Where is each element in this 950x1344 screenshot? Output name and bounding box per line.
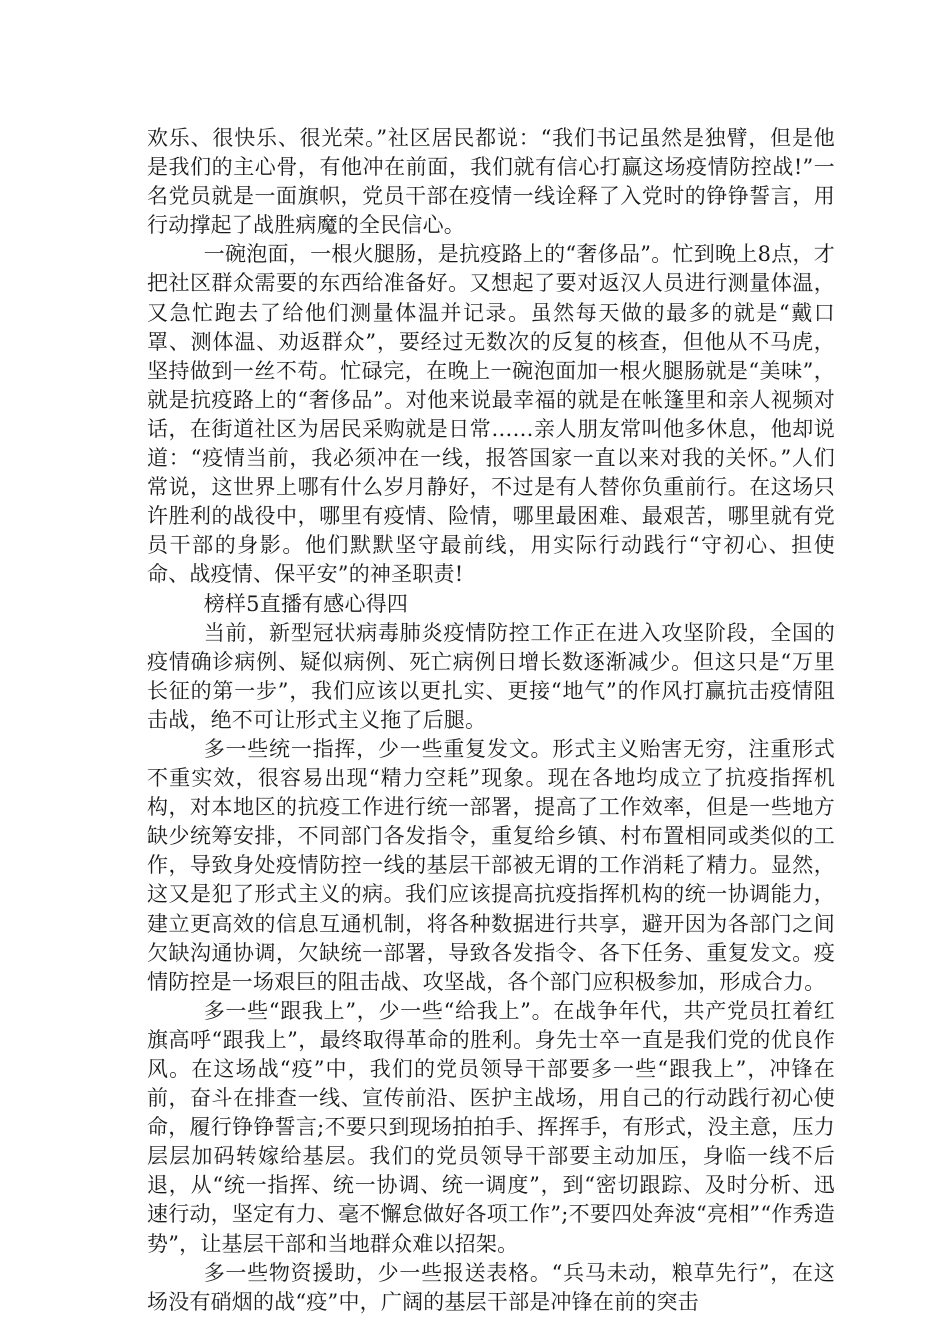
paragraph-5: 多一些“跟我上”，少一些“给我上”。在战争年代，共产党员扛着红旗高呼“跟我上”，最终取得革命的胜利。身先士卒一直是我们党的优良作风。在这场战“疫”中，我们的党员领导干部要多一些“跟我上”，冲锋在前，奋斗在排查一线、宣传前沿、医护主战场，用自己的行动践行初心使命，履行铮铮誓言;不要只到现场拍拍手、挥挥手，有形式，没主意，压力层层加码转嫁给基层。我们的党员领导干部要主动加压，身临一线不后退，从“统一指挥、统一协调、统一调度”，到“密切跟踪、及时分析、迅速行动，坚定有力、毫不懈怠做好各项工作”;不要四处奔波“亮相”“作秀造势”，让基层干部和当地群众难以招架。 xyxy=(147,998,835,1256)
section-heading: 榜样5直播有感心得四 xyxy=(203,591,409,616)
document-page xyxy=(147,124,835,1317)
paragraph-6: 多一些物资援助，少一些报送表格。“兵马未动，粮草先行”，在这场没有硝烟的战“疫”中，广阔的基层干部是冲锋在前的突击 xyxy=(147,1260,835,1314)
paragraph-3: 当前，新型冠状病毒肺炎疫情防控工作正在进入攻坚阶段，全国的疫情确诊病例、疑似病例、死亡病例日增长数逐渐减少。但这只是“万里长征的第一步”，我们应该以更扎实、更接“地气”的作风打赢抗击疫情阻击战，绝不可让形式主义拖了后腿。 xyxy=(147,620,835,732)
paragraph-2: 一碗泡面，一根火腿肠，是抗疫路上的“奢侈品”。忙到晚上8点，才把社区群众需要的东西给准备好。又想起了要对返汉人员进行测量体温，又急忙跑去了给他们测量体温并记录。虽然每天做的最多的就是“戴口罩、测体温、劝返群众”，要经过无数次的反复的核查，但他从不马虎，坚持做到一丝不苟。忙碌完，在晚上一碗泡面加一根火腿肠就是“美味”，就是抗疫路上的“奢侈品”。对他来说最幸福的就是在帐篷里和亲人视频对话，在街道社区为居民采购就是日常……亲人朋友常叫他多休息，他却说道：“疫情当前，我必须冲在一线，报答国家一直以来对我的关怀。”人们常说，这世界上哪有什么岁月静好，不过是有人替你负重前行。在这场只许胜利的战役中，哪里有疫情、险情，哪里最困难、最艰苦，哪里就有党员干部的身影。他们默默坚守最前线，用实际行动践行“守初心、担使命、战疫情、保平安”的神圣职责! xyxy=(147,242,835,587)
paragraph-1: 欢乐、很快乐、很光荣。”社区居民都说：“我们书记虽然是独臂，但是他是我们的主心骨，有他冲在前面，我们就有信心打赢这场疫情防控战!”一名党员就是一面旗帜，党员干部在疫情一线诠释了入党时的铮铮誓言，用行动撑起了战胜病魔的全民信心。 xyxy=(147,126,835,238)
paragraph-4: 多一些统一指挥，少一些重复发文。形式主义贻害无穷，注重形式不重实效，很容易出现“精力空耗”现象。现在各地均成立了抗疫指挥机构，对本地区的抗疫工作进行统一部署，提高了工作效率，但是一些地方缺少统筹安排，不同部门各发指令，重复给乡镇、村布置相同或类似的工作，导致身处疫情防控一线的基层干部被无谓的工作消耗了精力。显然，这又是犯了形式主义的病。我们应该提高抗疫指挥机构的统一协调能力，建立更高效的信息互通机制，将各种数据进行共享，避开因为各部门之间欠缺沟通协调，欠缺统一部署，导致各发指令、各下任务、重复发文。疫情防控是一场艰巨的阻击战、攻坚战，各个部门应积极参加，形成合力。 xyxy=(147,736,835,994)
